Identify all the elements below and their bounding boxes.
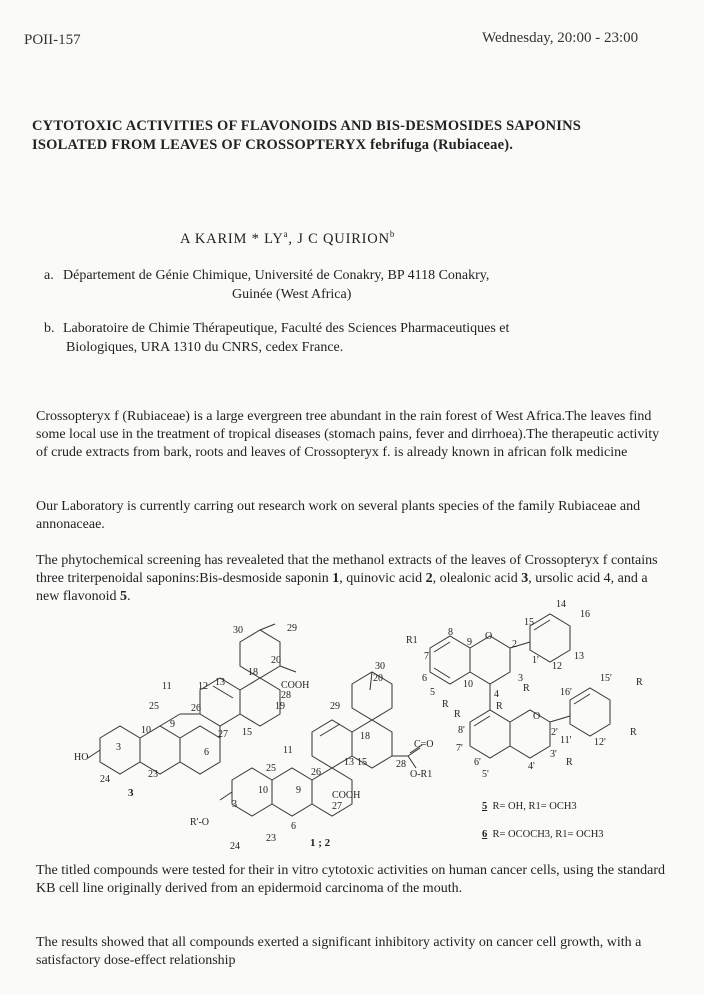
structures-drawing [70, 598, 670, 856]
compound-3-label: 3 [128, 787, 134, 799]
poster-code: POII-157 [24, 32, 81, 48]
author-ly: A KARIM * LY [180, 230, 284, 247]
affiliation-b-line1: Laboratoire de Chimie Thérapeutique, Faculté des Sciences Pharmaceutiques et [63, 321, 510, 336]
author-quirion: J C QUIRION [297, 230, 390, 247]
paragraph-lab: Our Laboratory is currently carring out research work on several plants species of the family Rubiaceae and annonaceae. [36, 499, 641, 532]
compound-1-2-label: 1 ; 2 [310, 837, 331, 849]
session-time: Wednesday, 20:00 - 23:00 [482, 30, 639, 46]
paragraph-tests: The titled compounds were tested for their in vitro cytotoxic activities on human cancer cells, using the standard KB cell line originally derived from an epidermoid carcinoma of the mouth. [36, 863, 666, 896]
legend-compound-6: 6 R= OCOCH3, R1= OCH3 [482, 829, 604, 840]
title-line-2: ISOLATED FROM LEAVES OF CROSSOPTERYX febrifuga (Rubiaceae). [32, 137, 514, 153]
paragraph-screening: The phytochemical screening has revealeted that the methanol extracts of the leaves of Crossopteryx f contains three triterpenoidal saponins:Bis-desmoside saponin 1, quinovic acid 2, olealonic acid 3, ursolic acid 4, and a new flavonoid 5. [36, 553, 658, 604]
flavonoid-skeleton [430, 614, 610, 758]
legend-compound-5: 5 R= OH, R1= OCH3 [482, 801, 577, 812]
paragraph-intro: Crossopteryx f (Rubiaceae) is a large evergreen tree abundant in the rain forest of West Africa.The leaves find some local use in the treatment of tropical diseases (stomach pains, fever and dirrhoea).The therapeutic activity of crude extracts from bark, roots and leaves of Crossopteryx f. is already known in african folk medicine [36, 409, 660, 460]
affiliation-a-label: a. [44, 268, 54, 283]
title-line-1: CYTOTOXIC ACTIVITIES OF FLAVONOIDS AND BIS-DESMOSIDES SAPONINS [32, 118, 582, 134]
paragraph-results: The results showed that all compounds exerted a significant inhibitory activity on cancer cell growth, with a satisfactory dose-effect relationship [36, 935, 642, 968]
author-line: A KARIM * $LY^a$, J C QUIRION$^b$ [180, 229, 396, 247]
affiliation-a-line2: Guinée (West Africa) [232, 287, 352, 302]
affiliation-b-line2: Biologiques, URA 1310 du CNRS, cedex France. [66, 340, 344, 355]
affiliation-a-line1: Département de Génie Chimique, Université de Conakry, BP 4118 Conakry, [63, 268, 490, 283]
affiliation-b-label: b. [44, 321, 55, 336]
compound-1-2-skeleton [220, 672, 422, 816]
chemical-structures-figure: 30 29 20 18 19 13 12 11 25 26 9 10 3 HO 24 23 6 27 15 COOH 28 3 30 29 20 18 13 11 25 26 10 9 3 R'-O 24 23 6 27 15 COOH 28 C=O O-R1 1 ; 2 R1 7 6 5 R 8 9 10 O 2 3 4 R 1' 12 13 14 15 16 R 8' 7' 6' 5' R O 2' 3' 4' R 11' 12' 15' 16' R R 5 R= OH, R1= OCH3 6 R= OCOCH3, R1= OCH3 [70, 598, 670, 856]
paper-title [32, 117, 692, 155]
